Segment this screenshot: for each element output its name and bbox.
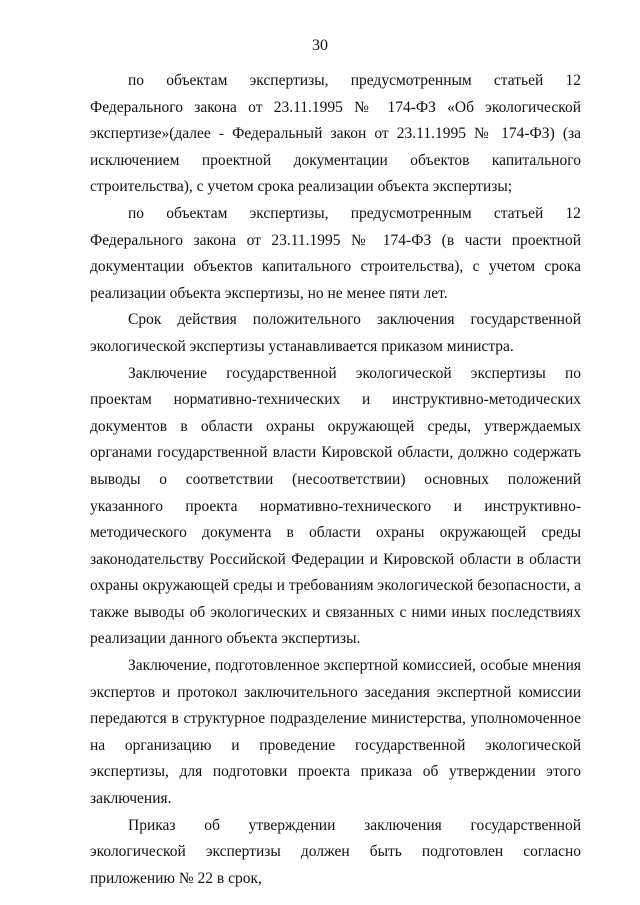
page-number: 30 [312, 37, 328, 54]
document-body [90, 68, 581, 892]
paragraph-normative-documents-conclusion: Заключение государственной экологической экспертизы по проектам нормативно-технических и инструктивно-методических документов в области охраны окружающей среды, утверждаемых органами государственной власти Кировской области, должно содержать выводы о соответствии (несоответствии) основных положений указанного проекта нормативно-технического и инструктивно-методического документа в области охраны окружающей среды законодательству Российской Федерации и Кировской области в области охраны окружающей среды и требованиям экологической безопасности, а также выводы об экологических и связанных с ними иных последствиях реализации данного объекта экспертизы. [90, 364, 581, 648]
paragraph-capital-construction-term: по объектам экспертизы, предусмотренным статьей 12 Федерального закона от 23.11.1995 № 174-ФЗ (в части проектной документации объектов капитального строительства), с учетом срока реализации объекта экспертизы, но не менее пяти лет. [90, 204, 581, 302]
paragraph-approval-order: Приказ об утверждении заключения государственной экологической экспертизы должен быть подготовлен согласно приложению № 22 в срок, [90, 816, 581, 887]
paragraph-validity-period: Срок действия положительного заключения государственной экологической экспертизы устанавливается приказом министра. [90, 311, 581, 355]
paragraph-commission-conclusion-transfer: Заключение, подготовленное экспертной комиссией, особые мнения экспертов и протокол заключительного заседания экспертной комиссии передаются в структурное подразделение министерства, уполномоченное на организацию и проведение государственной экологической экспертизы, для подготовки проекта приказа об утверждении этого заключения. [90, 657, 581, 808]
paragraph-expertise-objects-article-12: по объектам экспертизы, предусмотренным статьей 12 Федерального закона от 23.11.1995 № 174-ФЗ «Об экологической экспертизе»(далее - Федеральный закон от 23.11.1995 № 174-ФЗ) (за исключением проектной документации объектов капитального строительства), с учетом срока реализации объекта экспертизы; [90, 72, 581, 196]
